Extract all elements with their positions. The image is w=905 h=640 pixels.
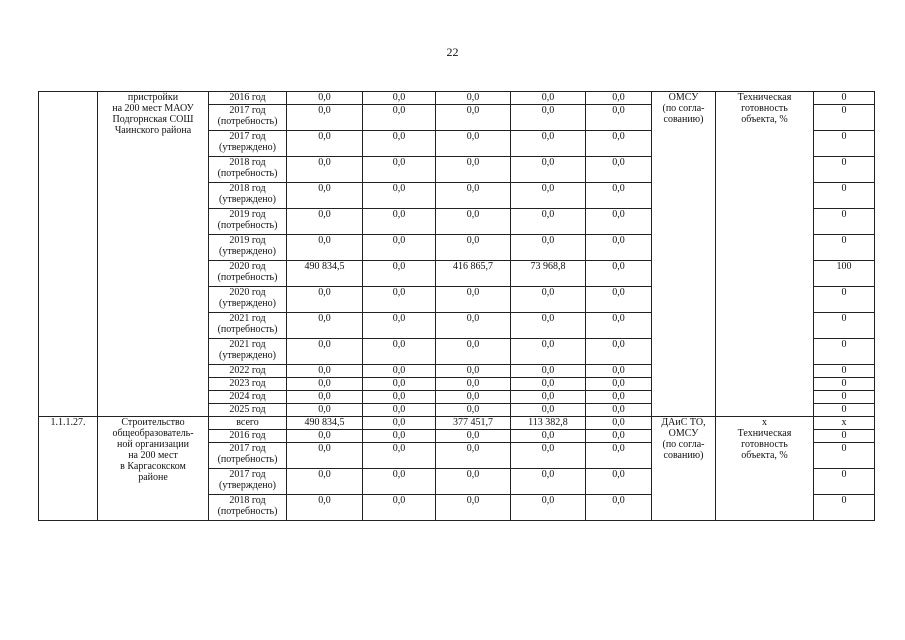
indicator-value-cell: 0	[814, 391, 875, 404]
regional-cell: 0,0	[436, 209, 511, 235]
period-cell: 2020 год (потребность)	[209, 261, 287, 287]
local-cell: 0,0	[511, 404, 586, 417]
federal-cell: 0,0	[363, 209, 436, 235]
local-cell: 0,0	[511, 183, 586, 209]
indicator-value-cell: 0	[814, 404, 875, 417]
local-cell: 113 382,8	[511, 417, 586, 430]
regional-cell: 416 865,7	[436, 261, 511, 287]
local-cell: 0,0	[511, 157, 586, 183]
other-cell: 0,0	[586, 443, 652, 469]
local-cell: 0,0	[511, 469, 586, 495]
total-cell: 0,0	[287, 430, 363, 443]
period-cell: 2016 год	[209, 92, 287, 105]
item-code	[39, 92, 98, 417]
federal-cell: 0,0	[363, 404, 436, 417]
local-cell: 0,0	[511, 209, 586, 235]
regional-cell: 0,0	[436, 378, 511, 391]
indicator-value-cell: 0	[814, 469, 875, 495]
local-cell: 0,0	[511, 105, 586, 131]
other-cell: 0,0	[586, 495, 652, 521]
other-cell: 0,0	[586, 261, 652, 287]
item-name: пристройки на 200 мест МАОУ Подгорнская СОШ Чаинского района	[98, 92, 209, 417]
total-cell: 490 834,5	[287, 261, 363, 287]
local-cell: 0,0	[511, 313, 586, 339]
local-cell: 0,0	[511, 339, 586, 365]
indicator-value-cell: 100	[814, 261, 875, 287]
total-cell: 0,0	[287, 131, 363, 157]
other-cell: 0,0	[586, 157, 652, 183]
regional-cell: 0,0	[436, 339, 511, 365]
period-cell: 2017 год (потребность)	[209, 443, 287, 469]
executor-cell: ДАиС ТО, ОМСУ (по согла- сованию)	[652, 417, 716, 521]
regional-cell: 0,0	[436, 495, 511, 521]
period-cell: 2017 год (потребность)	[209, 105, 287, 131]
total-cell: 0,0	[287, 378, 363, 391]
indicator-value-cell: 0	[814, 235, 875, 261]
period-cell: 2025 год	[209, 404, 287, 417]
total-cell: 0,0	[287, 495, 363, 521]
indicator-value-cell: 0	[814, 105, 875, 131]
local-cell: 0,0	[511, 391, 586, 404]
federal-cell: 0,0	[363, 105, 436, 131]
regional-cell: 0,0	[436, 430, 511, 443]
regional-cell: 0,0	[436, 404, 511, 417]
local-cell: 0,0	[511, 287, 586, 313]
federal-cell: 0,0	[363, 183, 436, 209]
other-cell: 0,0	[586, 92, 652, 105]
other-cell: 0,0	[586, 339, 652, 365]
other-cell: 0,0	[586, 105, 652, 131]
local-cell: 0,0	[511, 92, 586, 105]
local-cell: 73 968,8	[511, 261, 586, 287]
period-cell: 2018 год (утверждено)	[209, 183, 287, 209]
other-cell: 0,0	[586, 183, 652, 209]
local-cell: 0,0	[511, 131, 586, 157]
local-cell: 0,0	[511, 365, 586, 378]
indicator-value-cell: x	[814, 417, 875, 430]
indicator-name-cell: Техническая готовность объекта, %	[716, 92, 814, 417]
local-cell: 0,0	[511, 430, 586, 443]
period-cell: 2021 год (утверждено)	[209, 339, 287, 365]
federal-cell: 0,0	[363, 92, 436, 105]
other-cell: 0,0	[586, 391, 652, 404]
item-name: Строительство общеобразователь- ной организации на 200 мест в Каргасокском районе	[98, 417, 209, 521]
item-code: 1.1.1.27.	[39, 417, 98, 521]
other-cell: 0,0	[586, 235, 652, 261]
table-row	[39, 417, 875, 430]
total-cell: 0,0	[287, 443, 363, 469]
federal-cell: 0,0	[363, 391, 436, 404]
total-cell: 0,0	[287, 339, 363, 365]
federal-cell: 0,0	[363, 261, 436, 287]
regional-cell: 0,0	[436, 92, 511, 105]
total-cell: 0,0	[287, 287, 363, 313]
other-cell: 0,0	[586, 313, 652, 339]
total-cell: 0,0	[287, 157, 363, 183]
period-cell: 2017 год (утверждено)	[209, 131, 287, 157]
local-cell: 0,0	[511, 235, 586, 261]
period-cell: 2019 год (утверждено)	[209, 235, 287, 261]
period-cell: 2022 год	[209, 365, 287, 378]
federal-cell: 0,0	[363, 430, 436, 443]
period-cell: 2016 год	[209, 430, 287, 443]
page-number: 22	[446, 45, 459, 59]
total-cell: 0,0	[287, 365, 363, 378]
local-cell: 0,0	[511, 443, 586, 469]
indicator-value-cell: 0	[814, 209, 875, 235]
other-cell: 0,0	[586, 469, 652, 495]
regional-cell: 0,0	[436, 131, 511, 157]
period-cell: всего	[209, 417, 287, 430]
total-cell: 0,0	[287, 235, 363, 261]
regional-cell: 0,0	[436, 287, 511, 313]
indicator-value-cell: 0	[814, 339, 875, 365]
total-cell: 0,0	[287, 469, 363, 495]
other-cell: 0,0	[586, 417, 652, 430]
total-cell: 0,0	[287, 391, 363, 404]
other-cell: 0,0	[586, 287, 652, 313]
indicator-value-cell: 0	[814, 495, 875, 521]
period-cell: 2018 год (потребность)	[209, 157, 287, 183]
period-cell: 2019 год (потребность)	[209, 209, 287, 235]
total-cell: 490 834,5	[287, 417, 363, 430]
table-row	[39, 92, 875, 105]
indicator-value-cell: 0	[814, 92, 875, 105]
indicator-name-cell: x Техническая готовность объекта, %	[716, 417, 814, 521]
federal-cell: 0,0	[363, 157, 436, 183]
regional-cell: 0,0	[436, 365, 511, 378]
indicator-value-cell: 0	[814, 443, 875, 469]
federal-cell: 0,0	[363, 378, 436, 391]
other-cell: 0,0	[586, 209, 652, 235]
indicator-value-cell: 0	[814, 365, 875, 378]
total-cell: 0,0	[287, 92, 363, 105]
indicator-value-cell: 0	[814, 430, 875, 443]
regional-cell: 0,0	[436, 313, 511, 339]
period-cell: 2023 год	[209, 378, 287, 391]
period-cell: 2021 год (потребность)	[209, 313, 287, 339]
federal-cell: 0,0	[363, 417, 436, 430]
indicator-value-cell: 0	[814, 378, 875, 391]
federal-cell: 0,0	[363, 469, 436, 495]
federal-cell: 0,0	[363, 131, 436, 157]
budget-table	[38, 91, 875, 521]
other-cell: 0,0	[586, 404, 652, 417]
regional-cell: 0,0	[436, 105, 511, 131]
period-cell: 2020 год (утверждено)	[209, 287, 287, 313]
local-cell: 0,0	[511, 495, 586, 521]
federal-cell: 0,0	[363, 313, 436, 339]
federal-cell: 0,0	[363, 443, 436, 469]
total-cell: 0,0	[287, 313, 363, 339]
federal-cell: 0,0	[363, 235, 436, 261]
indicator-value-cell: 0	[814, 157, 875, 183]
indicator-value-cell: 0	[814, 183, 875, 209]
federal-cell: 0,0	[363, 339, 436, 365]
federal-cell: 0,0	[363, 365, 436, 378]
federal-cell: 0,0	[363, 495, 436, 521]
regional-cell: 0,0	[436, 443, 511, 469]
other-cell: 0,0	[586, 365, 652, 378]
total-cell: 0,0	[287, 105, 363, 131]
regional-cell: 0,0	[436, 157, 511, 183]
period-cell: 2017 год (утверждено)	[209, 469, 287, 495]
period-cell: 2024 год	[209, 391, 287, 404]
regional-cell: 0,0	[436, 235, 511, 261]
other-cell: 0,0	[586, 378, 652, 391]
local-cell: 0,0	[511, 378, 586, 391]
federal-cell: 0,0	[363, 287, 436, 313]
total-cell: 0,0	[287, 209, 363, 235]
other-cell: 0,0	[586, 131, 652, 157]
period-cell: 2018 год (потребность)	[209, 495, 287, 521]
regional-cell: 377 451,7	[436, 417, 511, 430]
indicator-value-cell: 0	[814, 313, 875, 339]
total-cell: 0,0	[287, 404, 363, 417]
total-cell: 0,0	[287, 183, 363, 209]
regional-cell: 0,0	[436, 183, 511, 209]
regional-cell: 0,0	[436, 469, 511, 495]
regional-cell: 0,0	[436, 391, 511, 404]
indicator-value-cell: 0	[814, 131, 875, 157]
indicator-value-cell: 0	[814, 287, 875, 313]
other-cell: 0,0	[586, 430, 652, 443]
executor-cell: ОМСУ (по согла- сованию)	[652, 92, 716, 417]
